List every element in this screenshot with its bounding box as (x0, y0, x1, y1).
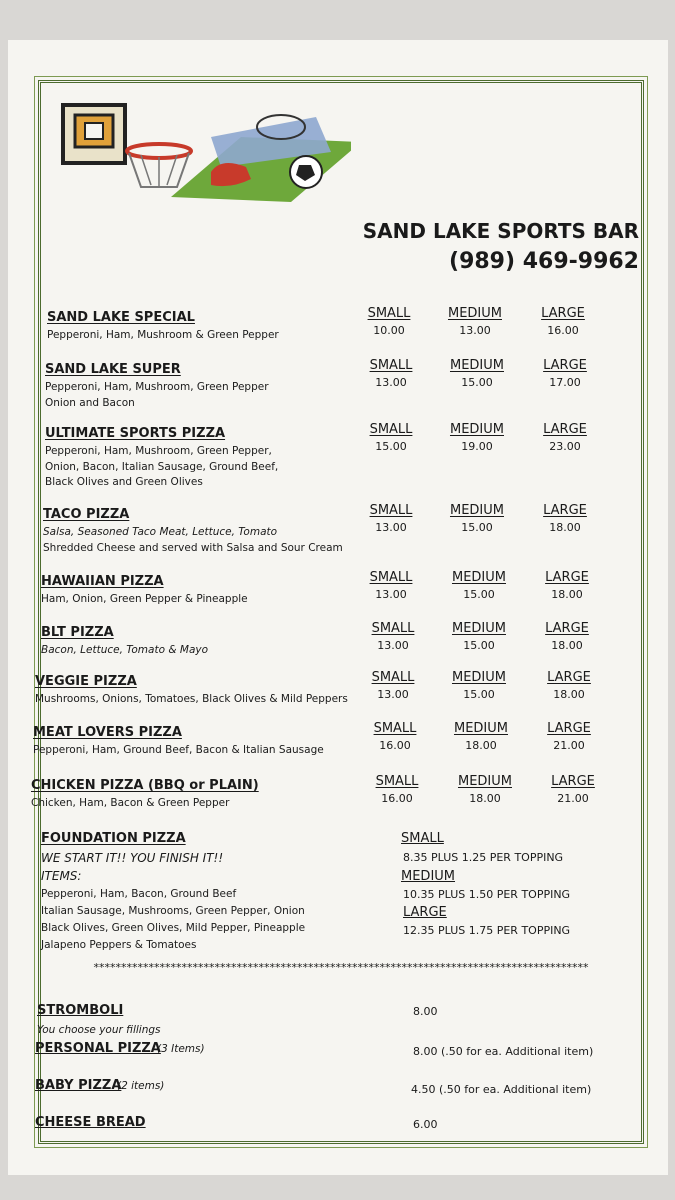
menu-item-description: Pepperoni, Ham, Mushroom, Green Pepper (45, 381, 269, 393)
menu-item-description: Salsa, Seasoned Taco Meat, Lettuce, Tomato (43, 526, 278, 538)
size-label-small: SMALL (367, 306, 411, 321)
price-medium: 13.00 (459, 324, 491, 337)
menu-item-name: HAWAIIAN PIZZA (41, 574, 164, 589)
price-medium: 19.00 (461, 440, 493, 453)
foundation-price-large: 12.35 PLUS 1.75 PER TOPPING (403, 924, 571, 937)
size-label-medium: MEDIUM (449, 503, 504, 518)
price-large: 18.00 (549, 521, 581, 534)
baby-pizza-price: 4.50 (.50 for ea. Additional item) (411, 1083, 592, 1096)
menu-item-name: BLT PIZZA (41, 625, 114, 640)
menu-item-description: Pepperoni, Ham, Ground Beef, Bacon & Italian Sausage (33, 744, 324, 756)
menu-border (31, 80, 644, 1144)
menu-item-name: SAND LAKE SPECIAL (47, 310, 195, 325)
price-small: 15.00 (375, 440, 407, 453)
size-label-medium: MEDIUM (451, 670, 506, 685)
divider-stars: ****************************************************************************************** (93, 961, 589, 974)
size-label-small: SMALL (375, 774, 419, 789)
size-label-large: LARGE (551, 774, 595, 789)
price-large: 18.00 (551, 639, 583, 652)
price-large: 18.00 (553, 688, 585, 701)
price-medium: 18.00 (465, 739, 497, 752)
price-large: 21.00 (557, 792, 589, 805)
size-label-large: LARGE (543, 422, 587, 437)
size-label-small: SMALL (401, 831, 444, 846)
price-small: 13.00 (377, 688, 409, 701)
sports-logo-icon (61, 97, 351, 207)
foundation-tagline: WE START IT!! YOU FINISH IT!! (41, 851, 224, 865)
menu-paper (8, 40, 668, 1175)
personal-pizza-name: PERSONAL PIZZA (35, 1041, 161, 1056)
size-label-large: LARGE (541, 306, 585, 321)
size-label-medium: MEDIUM (453, 721, 508, 736)
size-label-medium: MEDIUM (401, 869, 456, 884)
menu-item-description: Pepperoni, Ham, Mushroom, Green Pepper, (45, 445, 272, 457)
size-label-small: SMALL (369, 422, 413, 437)
stromboli-name: STROMBOLI (37, 1003, 124, 1018)
foundation-item: Black Olives, Green Olives, Mild Pepper, Pineapple (41, 922, 306, 934)
cheese-bread-name: CHEESE BREAD (35, 1115, 146, 1130)
baby-pizza-note: (2 items) (117, 1080, 165, 1092)
size-label-medium: MEDIUM (451, 570, 506, 585)
size-label-large: LARGE (543, 503, 587, 518)
restaurant-name: SAND LAKE SPORTS BAR (362, 219, 639, 243)
menu-item-description: Mushrooms, Onions, Tomatoes, Black Olives & Mild Peppers (35, 693, 348, 705)
size-label-medium: MEDIUM (457, 774, 512, 789)
price-small: 13.00 (377, 639, 409, 652)
menu-item-description: Onion, Bacon, Italian Sausage, Ground Beef, (45, 460, 279, 473)
price-large: 21.00 (553, 739, 585, 752)
menu-item-description: Ham, Onion, Green Pepper & Pineapple (41, 593, 248, 605)
size-label-small: SMALL (371, 670, 415, 685)
size-label-large: LARGE (545, 570, 589, 585)
foundation-item: Jalapeno Peppers & Tomatoes (41, 939, 197, 951)
size-label-medium: MEDIUM (447, 306, 502, 321)
size-label-medium: MEDIUM (451, 621, 506, 636)
size-label-small: SMALL (369, 358, 413, 373)
size-label-small: SMALL (369, 503, 413, 518)
price-medium: 15.00 (461, 376, 493, 389)
foundation-price-small: 8.35 PLUS 1.25 PER TOPPING (403, 851, 564, 864)
phone-number: (989) 469-9962 (449, 249, 639, 274)
price-small: 16.00 (381, 792, 413, 805)
menu-item-name: CHICKEN PIZZA (BBQ or PLAIN) (31, 778, 259, 793)
stromboli-price: 8.00 (413, 1005, 438, 1018)
foundation-price-medium: 10.35 PLUS 1.50 PER TOPPING (403, 888, 571, 901)
foundation-item: Pepperoni, Ham, Bacon, Ground Beef (41, 888, 237, 900)
size-label-large: LARGE (403, 905, 447, 920)
size-label-small: SMALL (369, 570, 413, 585)
cheese-bread-price: 6.00 (413, 1118, 438, 1131)
size-label-medium: MEDIUM (449, 358, 504, 373)
menu-item-name: SAND LAKE SUPER (45, 362, 181, 377)
price-medium: 18.00 (469, 792, 501, 805)
price-large: 18.00 (551, 588, 583, 601)
size-label-large: LARGE (547, 721, 591, 736)
size-label-large: LARGE (547, 670, 591, 685)
menu-item-description: Onion and Bacon (45, 396, 135, 409)
price-medium: 15.00 (461, 521, 493, 534)
menu-item-description: Shredded Cheese and served with Salsa and Sour Cream (43, 541, 343, 554)
menu-item-description: Black Olives and Green Olives (45, 476, 203, 488)
menu-item-description: Bacon, Lettuce, Tomato & Mayo (41, 644, 209, 656)
size-label-small: SMALL (371, 621, 415, 636)
price-small: 13.00 (375, 521, 407, 534)
stromboli-note: You choose your fillings (37, 1024, 161, 1036)
personal-pizza-price: 8.00 (.50 for ea. Additional item) (413, 1045, 594, 1058)
menu-item-description: Pepperoni, Ham, Mushroom & Green Pepper (47, 329, 279, 341)
price-large: 16.00 (547, 324, 579, 337)
size-label-large: LARGE (543, 358, 587, 373)
price-medium: 15.00 (463, 688, 495, 701)
price-large: 17.00 (549, 376, 581, 389)
menu-item-name: TACO PIZZA (43, 507, 130, 522)
price-small: 16.00 (379, 739, 411, 752)
foundation-item: Italian Sausage, Mushrooms, Green Pepper, Onion (41, 905, 305, 917)
price-small: 13.00 (375, 376, 407, 389)
size-label-large: LARGE (545, 621, 589, 636)
size-label-small: SMALL (373, 721, 417, 736)
baby-pizza-name: BABY PIZZA (35, 1078, 122, 1093)
menu-item-name: FOUNDATION PIZZA (41, 831, 186, 846)
personal-pizza-note: (3 Items) (157, 1043, 205, 1055)
menu-item-description: Chicken, Ham, Bacon & Green Pepper (31, 797, 230, 809)
menu-item-name: MEAT LOVERS PIZZA (33, 725, 182, 740)
price-medium: 15.00 (463, 588, 495, 601)
menu-item-name: ULTIMATE SPORTS PIZZA (45, 426, 226, 441)
price-small: 13.00 (375, 588, 407, 601)
price-small: 10.00 (373, 324, 405, 337)
price-medium: 15.00 (463, 639, 495, 652)
menu-item-name: VEGGIE PIZZA (35, 674, 137, 689)
size-label-medium: MEDIUM (449, 422, 504, 437)
price-large: 23.00 (549, 440, 581, 453)
foundation-items-label: ITEMS: (41, 869, 82, 883)
